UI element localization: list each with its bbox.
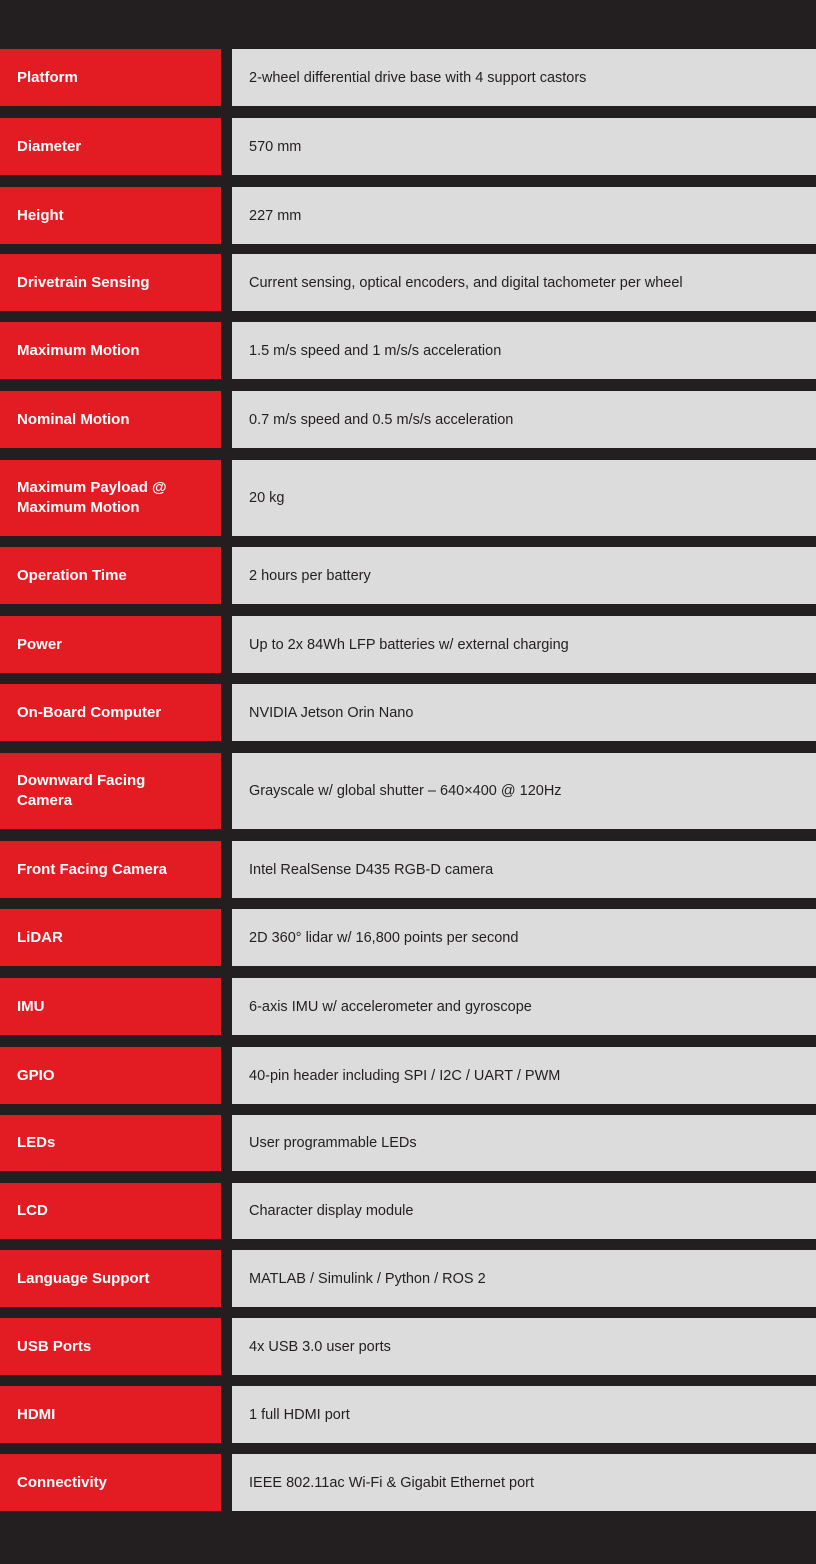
spec-row-lcd [0,1183,816,1239]
spec-value: 2D 360° lidar w/ 16,800 points per second [232,909,816,966]
spec-label: Power [0,616,221,673]
spec-label: Front Facing Camera [0,841,221,898]
spec-label: Drivetrain Sensing [0,254,221,311]
spec-label: Maximum Motion [0,322,221,379]
spec-row-downward-facing-camera [0,753,816,829]
spec-label: Maximum Payload @ Maximum Motion [0,460,221,536]
spec-label: Language Support [0,1250,221,1307]
spec-row-lidar [0,909,816,966]
spec-value: 40-pin header including SPI / I2C / UART / PWM [232,1047,816,1104]
spec-value: 20 kg [232,460,816,536]
spec-label: LiDAR [0,909,221,966]
spec-value: Character display module [232,1183,816,1239]
spec-value: IEEE 802.11ac Wi-Fi & Gigabit Ethernet port [232,1454,816,1511]
spec-row-maximum-motion [0,322,816,379]
spec-value: 2-wheel differential drive base with 4 support castors [232,49,816,106]
spec-row-gpio [0,1047,816,1104]
spec-value: 4x USB 3.0 user ports [232,1318,816,1375]
spec-row-nominal-motion [0,391,816,448]
spec-row-drivetrain-sensing [0,254,816,311]
spec-label: Height [0,187,221,244]
spec-value: NVIDIA Jetson Orin Nano [232,684,816,741]
spec-row-imu [0,978,816,1035]
spec-label: On-Board Computer [0,684,221,741]
spec-label: GPIO [0,1047,221,1104]
spec-label: USB Ports [0,1318,221,1375]
spec-row-height [0,187,816,244]
spec-label: Diameter [0,118,221,175]
spec-row-leds [0,1115,816,1171]
spec-row-hdmi [0,1386,816,1443]
spec-label: LEDs [0,1115,221,1171]
spec-label: IMU [0,978,221,1035]
spec-row-maximum-payload [0,460,816,536]
spec-value: Up to 2x 84Wh LFP batteries w/ external charging [232,616,816,673]
spec-label: LCD [0,1183,221,1239]
spec-row-power [0,616,816,673]
spec-value: 570 mm [232,118,816,175]
spec-value: Intel RealSense D435 RGB-D camera [232,841,816,898]
spec-value: 0.7 m/s speed and 0.5 m/s/s acceleration [232,391,816,448]
spec-label: Downward Facing Camera [0,753,221,829]
spec-row-usb-ports [0,1318,816,1375]
spec-row-connectivity [0,1454,816,1511]
spec-label: Platform [0,49,221,106]
spec-value: 1.5 m/s speed and 1 m/s/s acceleration [232,322,816,379]
spec-value: 6-axis IMU w/ accelerometer and gyroscope [232,978,816,1035]
spec-row-language-support [0,1250,816,1307]
spec-row-operation-time [0,547,816,604]
spec-label: Operation Time [0,547,221,604]
spec-value: User programmable LEDs [232,1115,816,1171]
spec-row-platform [0,49,816,106]
spec-label: Connectivity [0,1454,221,1511]
spec-value: 2 hours per battery [232,547,816,604]
spec-row-on-board-computer [0,684,816,741]
spec-value: Grayscale w/ global shutter – 640×400 @ 120Hz [232,753,816,829]
spec-label: HDMI [0,1386,221,1443]
spec-value: Current sensing, optical encoders, and digital tachometer per wheel [232,254,816,311]
spec-row-diameter [0,118,816,175]
spec-label: Nominal Motion [0,391,221,448]
spec-value: MATLAB / Simulink / Python / ROS 2 [232,1250,816,1307]
spec-row-front-facing-camera [0,841,816,898]
spec-value: 1 full HDMI port [232,1386,816,1443]
spec-value: 227 mm [232,187,816,244]
